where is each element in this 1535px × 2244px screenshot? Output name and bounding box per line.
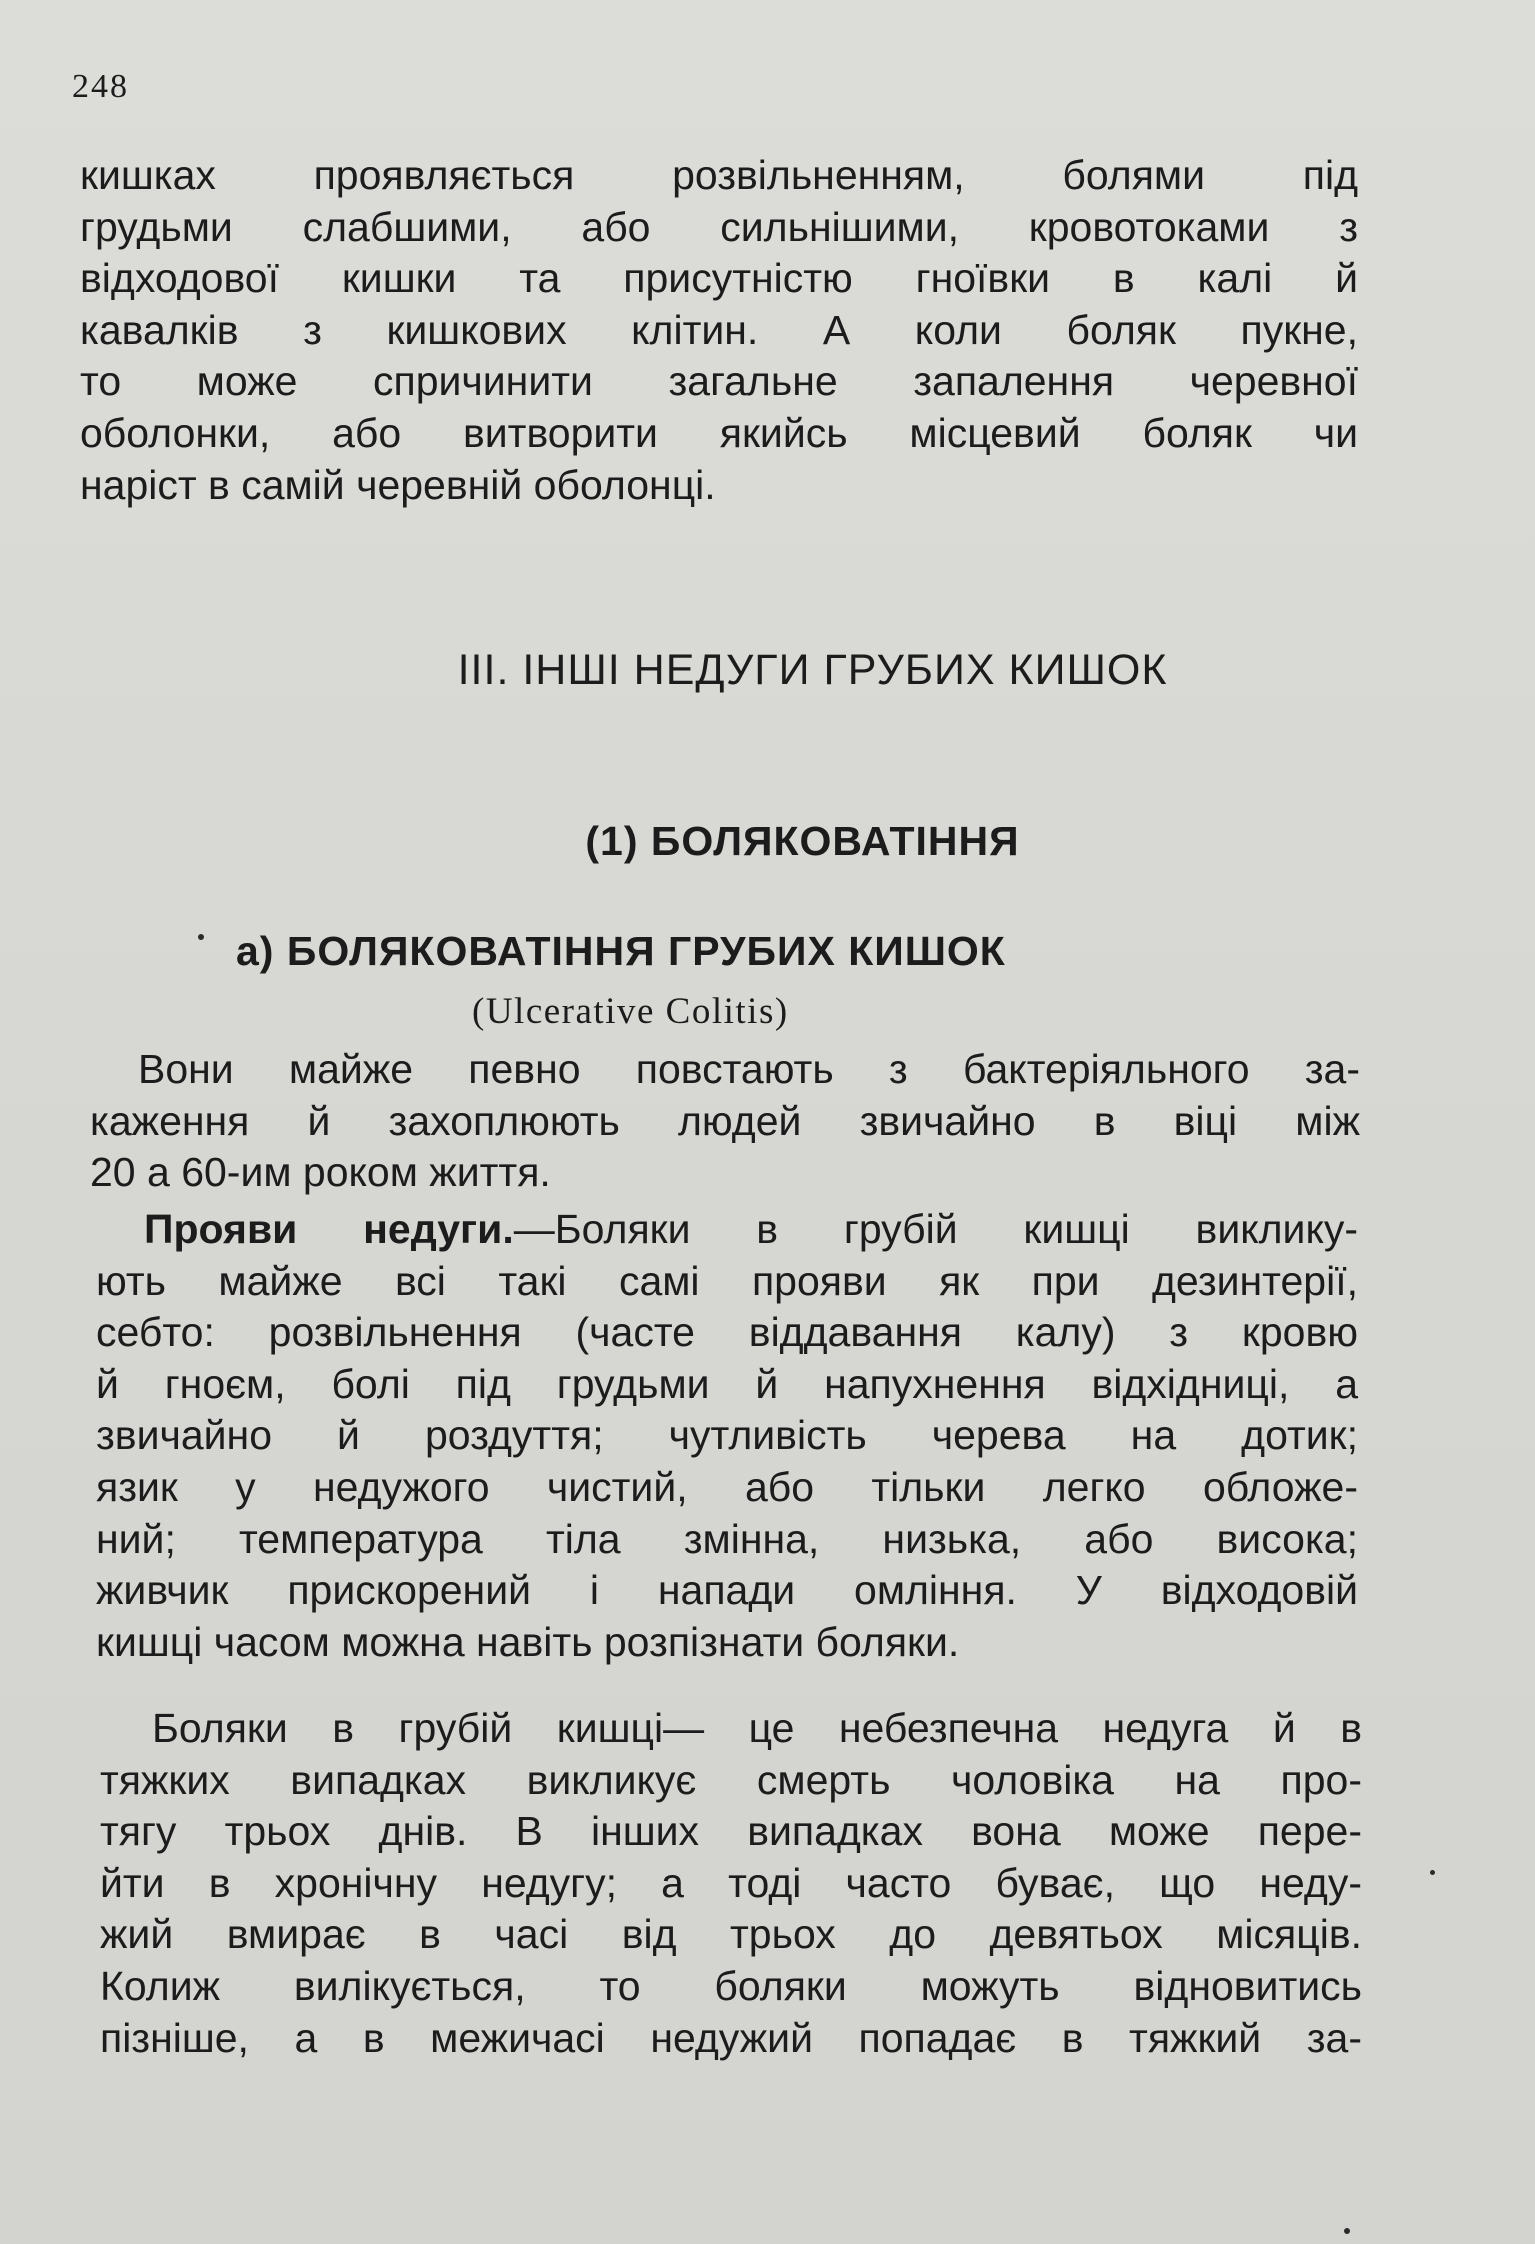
text-line: пізніше, а в межичасі недужий попадає в тяжкий за- — [100, 2014, 1362, 2061]
text-line: й гноєм, болі під грудьми й напухнення відхідниці, а — [96, 1360, 1358, 1407]
text-line: тяжких випадках викликує смерть чоловіка на про- — [100, 1756, 1362, 1803]
text-line: звичайно й роздуття; чутливість черева на дотик; — [96, 1412, 1358, 1459]
page-number: 248 — [72, 68, 129, 105]
text-line: ють майже всі такі самі прояви як при дезинтерії, — [96, 1257, 1358, 1304]
text-line: жий вмирає в часі від трьох до девятьох місяців. — [100, 1911, 1362, 1958]
topic-subtitle: (Ulcerative Colitis) — [472, 991, 789, 1032]
text-line: кавалків з кишкових клітин. А коли боляк пукне, — [80, 306, 1358, 353]
scan-speck — [1344, 2228, 1350, 2234]
scan-speck — [1430, 1870, 1435, 1875]
scan-speck — [198, 934, 204, 940]
text-line: каження й захоплюють людей звичайно в віці між — [90, 1097, 1360, 1144]
subsection-heading: (1) БОЛЯКОВАТІННЯ — [585, 818, 1020, 864]
intro-paragraph — [80, 150, 1358, 511]
text-span: —Боляки в грубій кишці виклику- — [513, 1206, 1358, 1252]
text-line: наріст в самій черевній оболонці. — [80, 461, 716, 508]
text-line: тягу трьох днів. В інших випадках вона може пере- — [100, 1808, 1362, 1855]
text-line: себто: розвільнення (часте віддавання калу) з кровю — [96, 1309, 1358, 1356]
text-line: кишці часом можна навіть розпізнати боляки. — [96, 1618, 960, 1665]
text-line: відходової кишки та присутністю гноївки в калі й — [80, 255, 1358, 302]
text-line: язик у недужого чистий, або тільки легко обложе- — [96, 1463, 1358, 1510]
section-heading: III. ІНШІ НЕДУГИ ГРУБИХ КИШОК — [457, 646, 1168, 694]
text-line: живчик прискорений і напади омління. У відходовій — [96, 1567, 1358, 1614]
text-line: 20 а 60-им роком життя. — [90, 1149, 551, 1196]
text-line: Боляки в грубій кишці— це небезпечна недуга й в — [152, 1705, 1362, 1751]
text-line: то може спричинити загальне запалення черевної — [80, 358, 1358, 405]
text-line: ний; температура тіла змінна, низька, або висока; — [96, 1515, 1358, 1562]
text-line: кишках проявляється розвільненням, болями під — [80, 152, 1358, 198]
text-line — [96, 1204, 1358, 1256]
topic-heading: а) БОЛЯКОВАТІННЯ ГРУБИХ КИШОК — [236, 928, 1006, 974]
paragraph-1 — [90, 1044, 1360, 1199]
text-line: Колиж вилікується, то боляки можуть відновитись — [100, 1962, 1362, 2009]
paragraph-2 — [96, 1204, 1358, 1668]
text-line: йти в хронічну недугу; а тоді часто буває, що неду- — [100, 1859, 1362, 1906]
text-line: Вони майже певно повстають з бактеріяльного за- — [138, 1046, 1360, 1092]
text-line: оболонки, або витворити якийсь місцевий боляк чи — [80, 409, 1358, 456]
paragraph-lead: Прояви недуги. — [144, 1206, 514, 1252]
paragraph-3 — [100, 1703, 1362, 2064]
text-line: грудьми слабшими, або сильнішими, кровотоками з — [80, 203, 1358, 250]
